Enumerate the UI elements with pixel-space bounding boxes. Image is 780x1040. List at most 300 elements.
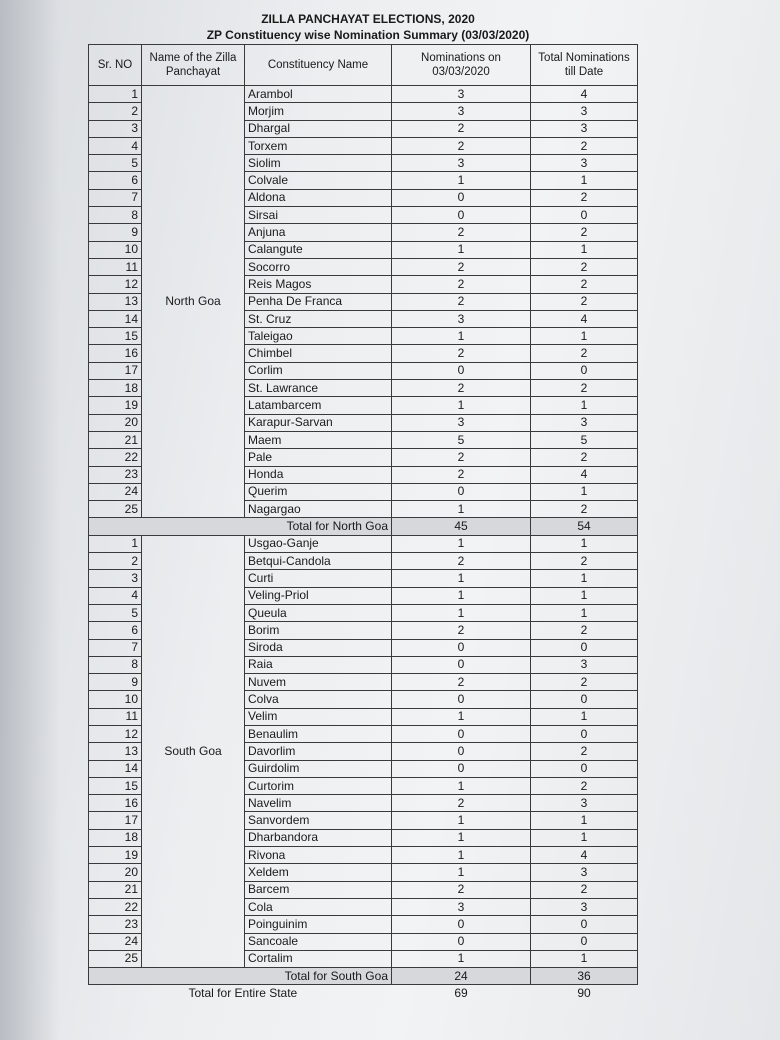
nominations-total: 1	[531, 328, 638, 345]
table-header-row	[89, 45, 638, 86]
constituency-name: Usgao-Ganje	[245, 535, 392, 552]
serial-number: 6	[89, 172, 142, 189]
serial-number: 2	[89, 553, 142, 570]
nominations-total: 0	[531, 933, 638, 950]
nominations-total: 2	[531, 674, 638, 691]
constituency-name: Raia	[245, 656, 392, 673]
photo-shadow	[0, 0, 60, 1040]
serial-number: 15	[89, 777, 142, 794]
zilla-panchayat-name	[142, 501, 245, 518]
nominations-total: 4	[531, 310, 638, 327]
nominations-today: 0	[392, 691, 531, 708]
table-row	[89, 725, 638, 742]
nominations-today: 1	[392, 328, 531, 345]
nominations-total: 1	[531, 950, 638, 967]
nominations-today: 2	[392, 380, 531, 397]
serial-number: 23	[89, 916, 142, 933]
table-row	[89, 397, 638, 414]
col-header-zp: Name of the Zilla Panchayat	[142, 45, 245, 86]
serial-number: 16	[89, 345, 142, 362]
table-row	[89, 501, 638, 518]
table-row	[89, 587, 638, 604]
zilla-panchayat-name	[142, 847, 245, 864]
zilla-panchayat-name	[142, 553, 245, 570]
nominations-today: 3	[392, 310, 531, 327]
col-header-sr: Sr. NO	[89, 45, 142, 86]
nominations-today: 3	[392, 155, 531, 172]
nominations-total: 5	[531, 431, 638, 448]
nominations-today: 0	[392, 639, 531, 656]
zilla-panchayat-name	[142, 258, 245, 275]
nominations-today: 0	[392, 362, 531, 379]
nominations-today: 2	[392, 553, 531, 570]
table-row	[89, 829, 638, 846]
nominations-total: 2	[531, 777, 638, 794]
serial-number: 11	[89, 708, 142, 725]
zilla-panchayat-name: North Goa	[142, 293, 245, 310]
serial-number: 10	[89, 241, 142, 258]
table-row	[89, 535, 638, 552]
constituency-name: Guirdolim	[245, 760, 392, 777]
table-row	[89, 207, 638, 224]
nominations-today: 0	[392, 189, 531, 206]
nominations-total: 4	[531, 86, 638, 103]
constituency-name: Velim	[245, 708, 392, 725]
nominations-total: 2	[531, 137, 638, 154]
constituency-name: Benaulim	[245, 725, 392, 742]
table-row	[89, 674, 638, 691]
table-row	[89, 172, 638, 189]
zilla-panchayat-name	[142, 829, 245, 846]
table-row	[89, 120, 638, 137]
zilla-panchayat-name	[142, 431, 245, 448]
serial-number: 20	[89, 414, 142, 431]
zilla-panchayat-name	[142, 639, 245, 656]
nominations-today: 1	[392, 864, 531, 881]
nominations-today: 3	[392, 898, 531, 915]
document-title: ZILLA PANCHAYAT ELECTIONS, 2020	[261, 12, 475, 26]
north-goa-section	[89, 86, 638, 536]
zilla-panchayat-name	[142, 120, 245, 137]
nominations-total: 0	[531, 916, 638, 933]
table-row	[89, 622, 638, 639]
zilla-panchayat-name	[142, 328, 245, 345]
nominations-today: 0	[392, 207, 531, 224]
nominations-today: 5	[392, 431, 531, 448]
zilla-panchayat-name	[142, 725, 245, 742]
table-row	[89, 293, 638, 310]
table-row	[89, 345, 638, 362]
serial-number: 12	[89, 725, 142, 742]
nominations-total: 2	[531, 743, 638, 760]
table-row	[89, 847, 638, 864]
nominations-total: 0	[531, 362, 638, 379]
table-row	[89, 276, 638, 293]
nominations-total: 2	[531, 380, 638, 397]
zilla-panchayat-name: South Goa	[142, 743, 245, 760]
serial-number: 19	[89, 397, 142, 414]
constituency-name: Socorro	[245, 258, 392, 275]
constituency-name: Penha De Franca	[245, 293, 392, 310]
table-row	[89, 189, 638, 206]
constituency-name: Arambol	[245, 86, 392, 103]
serial-number: 21	[89, 431, 142, 448]
nominations-today: 2	[392, 795, 531, 812]
nomination-table	[88, 44, 638, 1002]
constituency-name: Aldona	[245, 189, 392, 206]
nominations-today: 1	[392, 777, 531, 794]
table-row	[89, 916, 638, 933]
nominations-total: 1	[531, 604, 638, 621]
nominations-today: 3	[392, 414, 531, 431]
serial-number: 14	[89, 760, 142, 777]
nominations-today: 2	[392, 293, 531, 310]
nominations-total: 2	[531, 345, 638, 362]
constituency-name: Corlim	[245, 362, 392, 379]
nominations-today: 2	[392, 137, 531, 154]
constituency-name: Curtorim	[245, 777, 392, 794]
grand-total-label: Total for Entire State	[188, 986, 298, 1001]
table-row	[89, 570, 638, 587]
constituency-name: Xeldem	[245, 864, 392, 881]
nominations-today: 1	[392, 587, 531, 604]
serial-number: 14	[89, 310, 142, 327]
zilla-panchayat-name	[142, 241, 245, 258]
table-row	[89, 241, 638, 258]
nominations-today: 1	[392, 241, 531, 258]
constituency-name: Poinguinim	[245, 916, 392, 933]
nominations-total: 4	[531, 466, 638, 483]
table-row	[89, 137, 638, 154]
constituency-name: St. Lawrance	[245, 380, 392, 397]
serial-number: 20	[89, 864, 142, 881]
constituency-name: Cola	[245, 898, 392, 915]
constituency-name: Torxem	[245, 137, 392, 154]
serial-number: 3	[89, 570, 142, 587]
col-header-nominations-today: Nominations on 03/03/2020	[392, 45, 531, 86]
table-row	[89, 795, 638, 812]
nominations-total: 2	[531, 449, 638, 466]
section-total-today: 45	[392, 518, 531, 535]
serial-number: 6	[89, 622, 142, 639]
nominations-total: 2	[531, 276, 638, 293]
constituency-name: Dharbandora	[245, 829, 392, 846]
zilla-panchayat-name	[142, 864, 245, 881]
constituency-name: Colva	[245, 691, 392, 708]
nominations-today: 2	[392, 466, 531, 483]
constituency-name: Pale	[245, 449, 392, 466]
nominations-total: 0	[531, 725, 638, 742]
zilla-panchayat-name	[142, 310, 245, 327]
table-row	[89, 864, 638, 881]
table-row	[89, 449, 638, 466]
constituency-name: Cortalim	[245, 950, 392, 967]
nominations-total: 2	[531, 881, 638, 898]
nominations-total: 2	[531, 224, 638, 241]
nominations-today: 1	[392, 570, 531, 587]
nominations-today: 0	[392, 760, 531, 777]
constituency-name: Borim	[245, 622, 392, 639]
constituency-name: Honda	[245, 466, 392, 483]
table-row	[89, 708, 638, 725]
nominations-today: 2	[392, 449, 531, 466]
serial-number: 9	[89, 224, 142, 241]
serial-number: 13	[89, 293, 142, 310]
constituency-name: Calangute	[245, 241, 392, 258]
nominations-today: 2	[392, 276, 531, 293]
zilla-panchayat-name	[142, 604, 245, 621]
constituency-name: Karapur-Sarvan	[245, 414, 392, 431]
constituency-name: Veling-Priol	[245, 587, 392, 604]
table-row	[89, 258, 638, 275]
constituency-name: St. Cruz	[245, 310, 392, 327]
zilla-panchayat-name	[142, 535, 245, 552]
nominations-total: 2	[531, 501, 638, 518]
serial-number: 7	[89, 639, 142, 656]
col-header-total-nominations: Total Nominations till Date	[531, 45, 638, 86]
nominations-today: 1	[392, 847, 531, 864]
constituency-name: Sancoale	[245, 933, 392, 950]
table-row	[89, 414, 638, 431]
serial-number: 19	[89, 847, 142, 864]
nominations-today: 2	[392, 881, 531, 898]
table-row	[89, 881, 638, 898]
nominations-total: 0	[531, 691, 638, 708]
constituency-name: Queula	[245, 604, 392, 621]
section-total-label: Total for South Goa	[89, 968, 392, 985]
serial-number: 4	[89, 137, 142, 154]
nominations-total: 1	[531, 535, 638, 552]
serial-number: 25	[89, 950, 142, 967]
zilla-panchayat-name	[142, 777, 245, 794]
nominations-today: 2	[392, 120, 531, 137]
serial-number: 17	[89, 812, 142, 829]
zilla-panchayat-name	[142, 674, 245, 691]
table-row	[89, 431, 638, 448]
grand-total-today: 69	[454, 986, 468, 1001]
table-row	[89, 898, 638, 915]
zilla-panchayat-name	[142, 587, 245, 604]
section-total-all: 36	[531, 968, 638, 985]
zilla-panchayat-name	[142, 483, 245, 500]
nominations-total: 1	[531, 241, 638, 258]
zilla-panchayat-name	[142, 466, 245, 483]
zilla-panchayat-name	[142, 276, 245, 293]
nominations-total: 0	[531, 639, 638, 656]
serial-number: 7	[89, 189, 142, 206]
zilla-panchayat-name	[142, 397, 245, 414]
section-total-all: 54	[531, 518, 638, 535]
nominations-today: 3	[392, 103, 531, 120]
table-row	[89, 362, 638, 379]
nominations-total: 1	[531, 570, 638, 587]
nominations-total: 3	[531, 656, 638, 673]
constituency-name: Barcem	[245, 881, 392, 898]
nominations-today: 1	[392, 397, 531, 414]
table-row	[89, 812, 638, 829]
grand-total-all: 90	[577, 986, 591, 1001]
zilla-panchayat-name	[142, 916, 245, 933]
serial-number: 8	[89, 656, 142, 673]
table-row	[89, 155, 638, 172]
nominations-total: 2	[531, 189, 638, 206]
constituency-name: Sanvordem	[245, 812, 392, 829]
constituency-name: Anjuna	[245, 224, 392, 241]
nominations-today: 1	[392, 829, 531, 846]
nominations-today: 1	[392, 501, 531, 518]
zilla-panchayat-name	[142, 172, 245, 189]
zilla-panchayat-name	[142, 570, 245, 587]
nominations-today: 1	[392, 172, 531, 189]
nominations-today: 1	[392, 708, 531, 725]
zilla-panchayat-name	[142, 137, 245, 154]
serial-number: 5	[89, 604, 142, 621]
constituency-name: Taleigao	[245, 328, 392, 345]
nominations-total: 1	[531, 587, 638, 604]
table-row	[89, 328, 638, 345]
constituency-name: Dhargal	[245, 120, 392, 137]
table-row	[89, 86, 638, 103]
constituency-name: Latambarcem	[245, 397, 392, 414]
constituency-name: Nuvem	[245, 674, 392, 691]
constituency-name: Betqui-Candola	[245, 553, 392, 570]
nominations-today: 0	[392, 743, 531, 760]
nominations-total: 1	[531, 172, 638, 189]
nominations-total: 2	[531, 622, 638, 639]
constituency-name: Maem	[245, 431, 392, 448]
serial-number: 22	[89, 449, 142, 466]
grand-total-row	[89, 985, 638, 1002]
constituency-name: Colvale	[245, 172, 392, 189]
section-total-today: 24	[392, 968, 531, 985]
constituency-name: Davorlim	[245, 743, 392, 760]
zilla-panchayat-name	[142, 155, 245, 172]
nominations-total: 2	[531, 553, 638, 570]
zilla-panchayat-name	[142, 449, 245, 466]
serial-number: 18	[89, 380, 142, 397]
zilla-panchayat-name	[142, 950, 245, 967]
nominations-total: 3	[531, 155, 638, 172]
nominations-today: 2	[392, 674, 531, 691]
table-row	[89, 639, 638, 656]
serial-number: 1	[89, 535, 142, 552]
constituency-name: Nagargao	[245, 501, 392, 518]
constituency-name: Sirsai	[245, 207, 392, 224]
constituency-name: Siolim	[245, 155, 392, 172]
table-row	[89, 103, 638, 120]
zilla-panchayat-name	[142, 189, 245, 206]
serial-number: 12	[89, 276, 142, 293]
table-row	[89, 691, 638, 708]
zilla-panchayat-name	[142, 224, 245, 241]
serial-number: 10	[89, 691, 142, 708]
nominations-today: 0	[392, 933, 531, 950]
nominations-total: 4	[531, 847, 638, 864]
zilla-panchayat-name	[142, 345, 245, 362]
nominations-total: 3	[531, 864, 638, 881]
zilla-panchayat-name	[142, 708, 245, 725]
nominations-total: 1	[531, 812, 638, 829]
serial-number: 24	[89, 933, 142, 950]
zilla-panchayat-name	[142, 656, 245, 673]
table-row	[89, 310, 638, 327]
nominations-today: 2	[392, 224, 531, 241]
col-header-constituency: Constituency Name	[245, 45, 392, 86]
table-row	[89, 777, 638, 794]
serial-number: 17	[89, 362, 142, 379]
zilla-panchayat-name	[142, 691, 245, 708]
constituency-name: Chimbel	[245, 345, 392, 362]
nominations-total: 2	[531, 258, 638, 275]
table-row	[89, 483, 638, 500]
table-row	[89, 553, 638, 570]
serial-number: 4	[89, 587, 142, 604]
serial-number: 23	[89, 466, 142, 483]
nominations-today: 0	[392, 916, 531, 933]
serial-number: 11	[89, 258, 142, 275]
serial-number: 18	[89, 829, 142, 846]
constituency-name: Rivona	[245, 847, 392, 864]
table-row	[89, 604, 638, 621]
serial-number: 25	[89, 501, 142, 518]
table-row	[89, 466, 638, 483]
nominations-today: 1	[392, 812, 531, 829]
zilla-panchayat-name	[142, 881, 245, 898]
zilla-panchayat-name	[142, 380, 245, 397]
nominations-total: 1	[531, 829, 638, 846]
serial-number: 9	[89, 674, 142, 691]
serial-number: 2	[89, 103, 142, 120]
nominations-total: 3	[531, 898, 638, 915]
zilla-panchayat-name	[142, 622, 245, 639]
serial-number: 8	[89, 207, 142, 224]
section-total-label: Total for North Goa	[89, 518, 392, 535]
zilla-panchayat-name	[142, 933, 245, 950]
table-row	[89, 950, 638, 967]
nominations-total: 3	[531, 795, 638, 812]
nominations-total: 1	[531, 708, 638, 725]
nominations-total: 0	[531, 760, 638, 777]
zilla-panchayat-name	[142, 86, 245, 103]
zilla-panchayat-name	[142, 362, 245, 379]
south-goa-section	[89, 535, 638, 985]
nominations-today: 2	[392, 345, 531, 362]
nominations-total: 3	[531, 120, 638, 137]
nominations-today: 0	[392, 483, 531, 500]
nominations-total: 0	[531, 207, 638, 224]
constituency-name: Curti	[245, 570, 392, 587]
table-row	[89, 656, 638, 673]
constituency-name: Morjim	[245, 103, 392, 120]
table-row	[89, 760, 638, 777]
zilla-panchayat-name	[142, 795, 245, 812]
nominations-today: 1	[392, 535, 531, 552]
zilla-panchayat-name	[142, 812, 245, 829]
nominations-today: 0	[392, 656, 531, 673]
zilla-panchayat-name	[142, 207, 245, 224]
north-total-row	[89, 518, 638, 535]
nominations-total: 3	[531, 103, 638, 120]
serial-number: 24	[89, 483, 142, 500]
nominations-today: 0	[392, 725, 531, 742]
zilla-panchayat-name	[142, 103, 245, 120]
document-subtitle: ZP Constituency wise Nomination Summary (03/03/2020)	[206, 28, 530, 42]
nominations-today: 2	[392, 622, 531, 639]
nominations-today: 2	[392, 258, 531, 275]
constituency-name: Navelim	[245, 795, 392, 812]
zilla-panchayat-name	[142, 898, 245, 915]
serial-number: 16	[89, 795, 142, 812]
